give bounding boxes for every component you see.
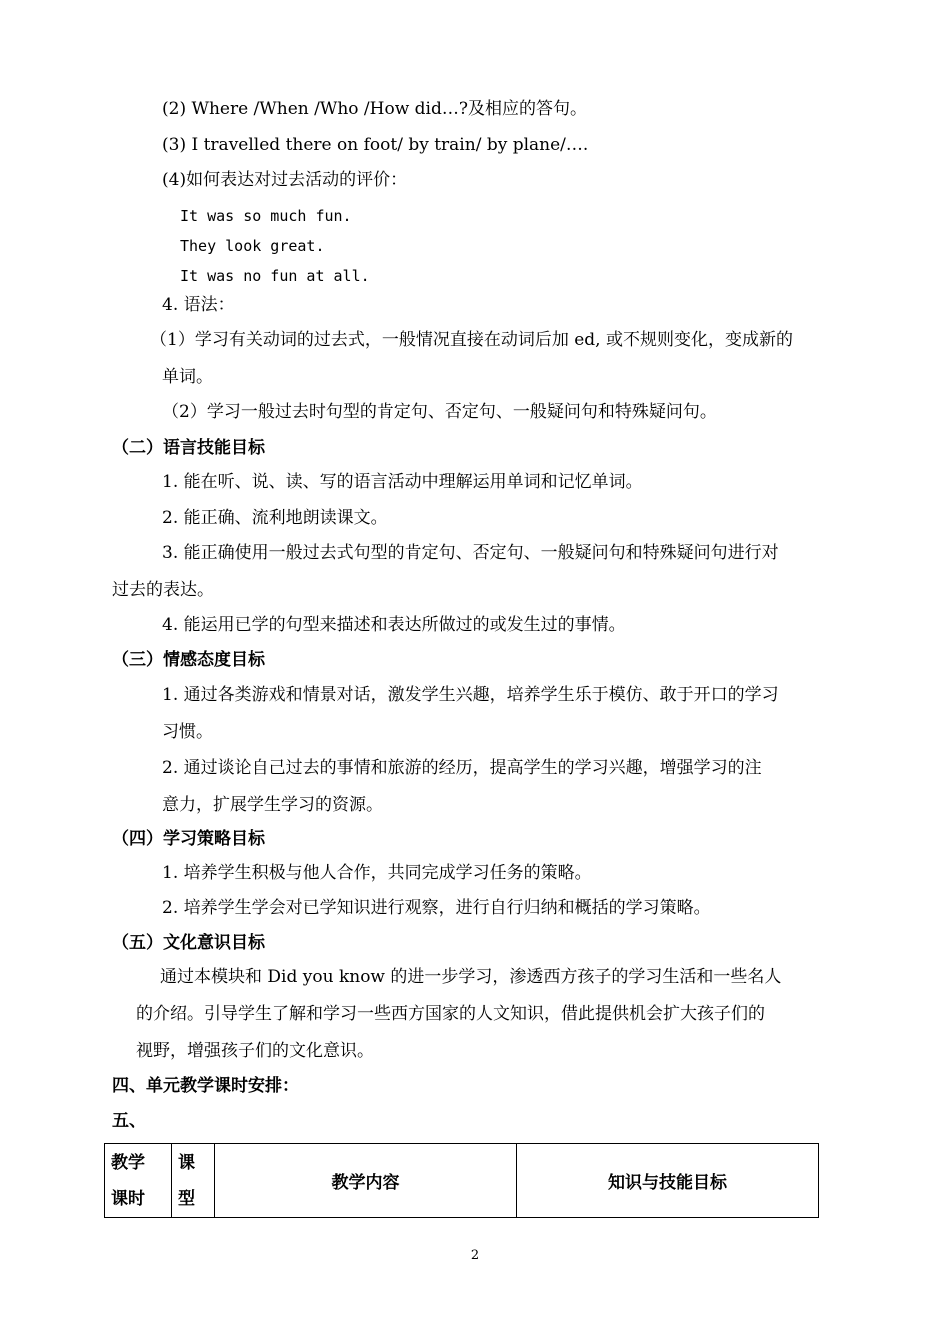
section-heading: 四、单元教学课时安排： bbox=[112, 1076, 299, 1096]
text-line: 习惯。 bbox=[162, 722, 213, 742]
text-line: 过去的表达。 bbox=[112, 580, 214, 600]
text-line: （1）学习有关动词的过去式，一般情况直接在动词后加 ed, 或不规则变化，变成新的 bbox=[150, 330, 793, 350]
text-line: (2) Where /When /Who /How did…?及相应的答句。 bbox=[162, 99, 587, 119]
text-line: 2. 通过谈论自己过去的事情和旅游的经历，提高学生的学习兴趣，增强学习的注 bbox=[162, 758, 762, 778]
text-line: It was no fun at all. bbox=[180, 267, 370, 285]
table-header-row bbox=[105, 1144, 819, 1218]
text-line: (4)如何表达对过去活动的评价： bbox=[162, 170, 408, 190]
text-line: They look great. bbox=[180, 237, 325, 255]
table-header-cell bbox=[172, 1144, 215, 1218]
section-heading: （五）文化意识目标 bbox=[112, 933, 265, 953]
text-line: 通过本模块和 Did you know 的进一步学习，渗透西方孩子的学习生活和一些名人 bbox=[160, 967, 782, 987]
text-line: 1. 通过各类游戏和情景对话，激发学生兴趣，培养学生乐于模仿、敢于开口的学习 bbox=[162, 685, 779, 705]
text-line: (3) I travelled there on foot/ by train/ by plane/…. bbox=[162, 135, 589, 155]
section-heading: 五、 bbox=[112, 1111, 146, 1131]
text-line: 视野，增强孩子们的文化意识。 bbox=[136, 1041, 374, 1061]
section-heading: （二）语言技能目标 bbox=[112, 438, 265, 458]
table-header-text: 型 bbox=[178, 1188, 195, 1209]
text-line: 2. 能正确、流利地朗读课文。 bbox=[162, 508, 388, 528]
text-line: 1. 能在听、说、读、写的语言活动中理解运用单词和记忆单词。 bbox=[162, 472, 643, 492]
table-header-text: 课 bbox=[178, 1152, 195, 1173]
table-header-text: 课时 bbox=[111, 1188, 145, 1209]
table-header-cell bbox=[105, 1144, 172, 1218]
table-header-cell: 知识与技能目标 bbox=[517, 1144, 819, 1218]
page-number: 2 bbox=[470, 1248, 480, 1263]
text-line: 的介绍。引导学生了解和学习一些西方国家的人文知识，借此提供机会扩大孩子们的 bbox=[136, 1004, 765, 1024]
text-line: 1. 培养学生积极与他人合作，共同完成学习任务的策略。 bbox=[162, 863, 592, 883]
text-line: 4. 能运用已学的句型来描述和表达所做过的或发生过的事情。 bbox=[162, 615, 626, 635]
text-line: （2）学习一般过去时句型的肯定句、否定句、一般疑问句和特殊疑问句。 bbox=[162, 402, 717, 422]
text-line: 4. 语法： bbox=[162, 295, 235, 315]
text-line: 意力，扩展学生学习的资源。 bbox=[162, 795, 383, 815]
table-header-cell: 教学内容 bbox=[215, 1144, 517, 1218]
text-line: 3. 能正确使用一般过去式句型的肯定句、否定句、一般疑问句和特殊疑问句进行对 bbox=[162, 543, 779, 563]
text-line: It was so much fun. bbox=[180, 207, 352, 225]
table-header-text: 教学 bbox=[111, 1152, 145, 1173]
schedule-table bbox=[104, 1143, 819, 1218]
section-heading: （四）学习策略目标 bbox=[112, 829, 265, 849]
text-line: 单词。 bbox=[162, 367, 213, 387]
text-line: 2. 培养学生学会对已学知识进行观察，进行自行归纳和概括的学习策略。 bbox=[162, 898, 711, 918]
section-heading: （三）情感态度目标 bbox=[112, 650, 265, 670]
